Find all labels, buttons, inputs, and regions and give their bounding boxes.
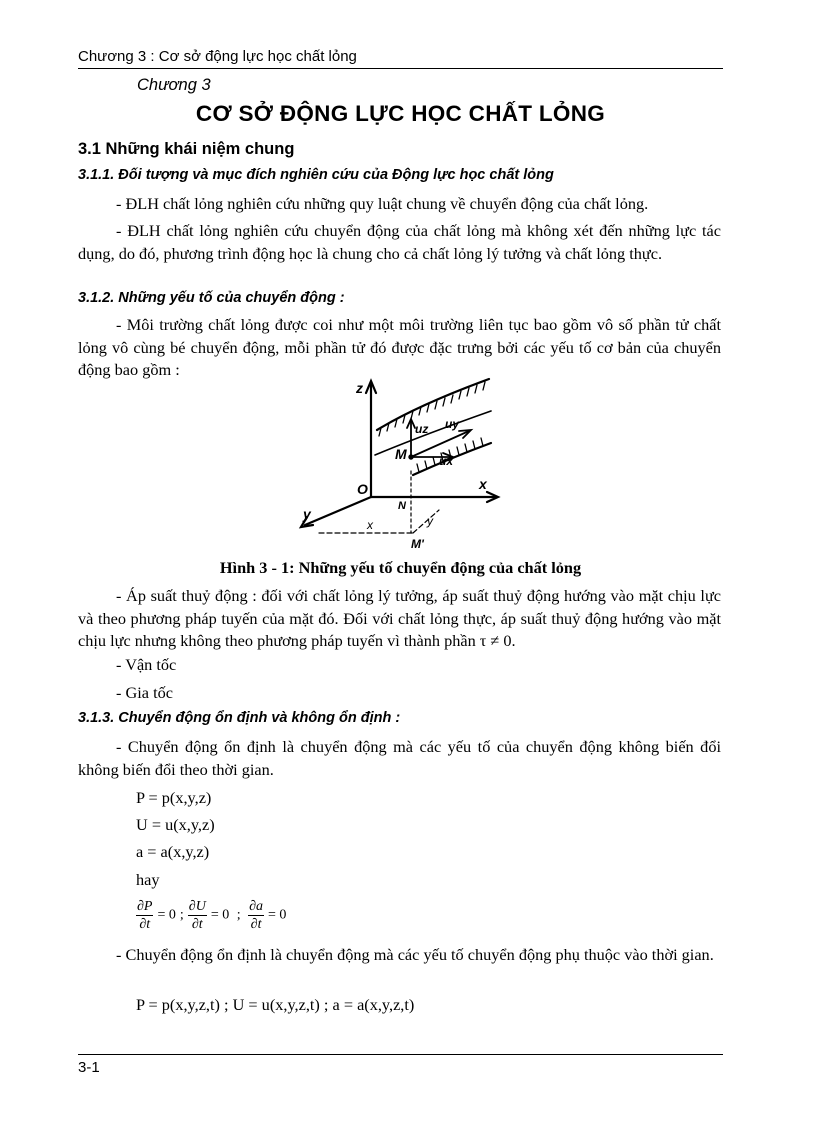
page-number: 3-1 (78, 1059, 100, 1076)
paragraph-steady (78, 736, 721, 781)
upper-hatching (379, 382, 485, 436)
ux-label: ux (439, 454, 454, 468)
word-hay: hay (136, 870, 160, 889)
paragraph-unsteady (78, 944, 721, 967)
paragraph-text: - Chuyển động ổn định là chuyển động mà các yếu tố của chuyển động không biến đổi không biến đổi theo thời gian. (78, 737, 721, 779)
item-acceleration (78, 682, 721, 705)
paragraph-text: - Môi trường chất lỏng được coi như một môi trường liên tục bao gồm vô số phần tử chất lỏng vô cùng bé chuyển động, mỗi phần tử đó được đặc trưng bởi các yếu tố cơ bản của chuyển động bao gồm : (78, 315, 721, 379)
section-3-1-1-heading: 3.1.1. Đối tượng và mục đích nghiên cứu của Động lực học chất lỏng (78, 167, 554, 183)
paragraph-text: - Vận tốc (116, 655, 177, 674)
equation-velocity: U = u(x,y,z) (136, 815, 215, 834)
chapter-label: Chương 3 (137, 76, 211, 94)
running-header: Chương 3 : Cơ sở động lực học chất lỏng (78, 48, 357, 65)
paragraph-text: - Gia tốc (116, 683, 173, 702)
paragraph-3-1-1-a (78, 193, 721, 216)
equation-unsteady: P = p(x,y,z,t) ; U = u(x,y,z,t) ; a = a(x,y,z,t) (136, 995, 415, 1014)
paragraph-pressure (78, 585, 721, 653)
motion-elements-figure (293, 375, 505, 550)
origin-label: O (357, 481, 368, 497)
fraction-dP-dt: $\frac{\partial P}{\partial t}$ (137, 899, 153, 932)
chapter-title: CƠ SỞ ĐỘNG LỰC HỌC CHẤT LỎNG (195, 101, 606, 126)
paragraph-text: - Áp suất thuỷ động : đối với chất lỏng lý tưởng, áp suất thuỷ động hướng vào mặt chịu lực và theo phương pháp tuyến của mặt đó. Đối với chất lỏng thực, áp suất thuỷ động hướng vào mặt chịu lực nhưng không theo phương pháp tuyến vì thành phần τ ≠ 0. (78, 586, 721, 650)
point-M (409, 455, 413, 459)
section-3-1-heading: 3.1 Những khái niệm chung (78, 140, 295, 158)
paragraph-text: - ĐLH chất lỏng nghiên cứu chuyển động của chất lỏng mà không xét đến những lực tác dụng, do đó, phương trình động học là chung cho cả chất lỏng lý tưởng và chất lỏng thực. (78, 221, 721, 263)
x-label: x (479, 476, 487, 492)
upper-boundary (377, 379, 489, 430)
section-3-1-2-heading: 3.1.2. Những yếu tố của chuyển động : (78, 290, 345, 306)
footer-rule (78, 1054, 723, 1055)
fraction-dU-dt: $\frac{\partial U}{\partial t}$ (188, 899, 206, 932)
M-prime-label: M' (411, 537, 424, 550)
N-label: N (398, 500, 406, 512)
uz-label: uz (415, 422, 429, 436)
uy-label: uy (445, 417, 460, 431)
y-axis (305, 497, 371, 525)
fraction-da-dt: $\frac{\partial a}{\partial t}$ (249, 899, 264, 932)
equation-acceleration: a = a(x,y,z) (136, 842, 210, 861)
paragraph-3-1-2 (78, 314, 721, 382)
derivative-equations: $\frac{\partial P}{\partial t}$ = 0 ; $\frac{\partial U}{\partial t}$ = 0 ; $\frac{\partial a}{\partial t}$ = 0 (137, 899, 287, 932)
y-label: y (303, 506, 311, 522)
y-projection (413, 510, 439, 533)
figure-caption: Hình 3 - 1: Những yếu tố chuyển động của chất lỏng (219, 558, 582, 577)
header-rule (78, 68, 723, 69)
equation-pressure: P = p(x,y,z) (136, 788, 212, 807)
M-label: M (395, 446, 407, 462)
item-velocity (78, 654, 721, 677)
y-dimension-label: y (427, 514, 433, 528)
paragraph-text: - ĐLH chất lỏng nghiên cứu những quy luật chung về chuyển động của chất lỏng. (116, 194, 649, 213)
paragraph-text: - Chuyển động ổn định là chuyển động mà các yếu tố chuyển động phụ thuộc vào thời gian. (116, 945, 714, 964)
paragraph-3-1-1-b (78, 220, 721, 265)
z-label: z (356, 380, 363, 396)
section-3-1-3-heading: 3.1.3. Chuyển động ổn định và không ổn định : (78, 710, 401, 726)
x-dimension-label: x (367, 518, 373, 532)
